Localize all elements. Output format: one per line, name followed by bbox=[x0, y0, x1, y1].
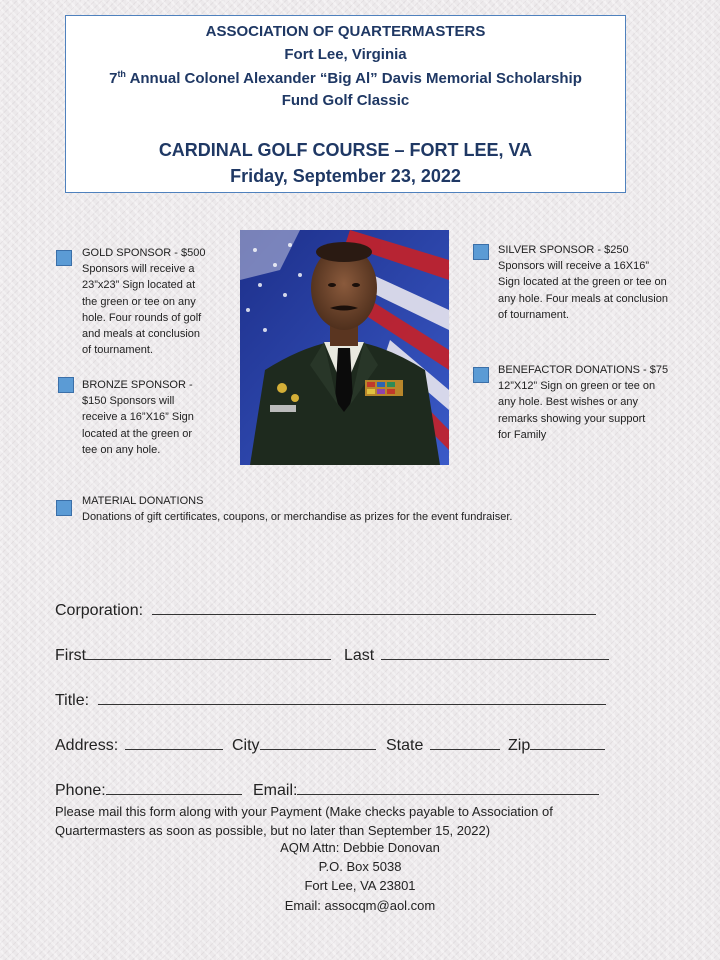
gold-sponsor-desc: 23”x23” Sign located at bbox=[82, 279, 196, 292]
mailing-instructions bbox=[55, 802, 695, 840]
event-venue: CARDINAL GOLF COURSE – FORT LEE, VA bbox=[158, 140, 533, 160]
last-name-field[interactable] bbox=[344, 645, 609, 665]
silver-sponsor-title: SILVER SPONSOR - $250 bbox=[498, 244, 629, 256]
corporation-input-line[interactable] bbox=[152, 600, 596, 615]
event-header bbox=[65, 15, 626, 193]
gold-sponsor-desc: and meals at conclusion bbox=[82, 328, 201, 341]
state-input-line[interactable] bbox=[430, 735, 500, 750]
bronze-sponsor-desc: receive a 16”X16” Sign bbox=[82, 411, 194, 424]
gold-sponsor-checkbox[interactable] bbox=[56, 250, 72, 266]
zip-label: Zip bbox=[508, 737, 531, 754]
phone-field[interactable] bbox=[55, 780, 242, 800]
title-field[interactable] bbox=[55, 690, 606, 710]
mailing-instructions-line2: Quartermasters as soon as possible, but no later than September 15, 2022) bbox=[55, 823, 491, 838]
mailing-po-box: P.O. Box 5038 bbox=[318, 859, 402, 874]
silver-sponsor-desc: Sign located at the green or tee on bbox=[498, 276, 667, 289]
material-donation-desc: Donations of gift certificates, coupons, or merchandise as prizes for the event fundraiser. bbox=[82, 511, 513, 524]
gold-sponsor-desc: of tournament. bbox=[82, 344, 153, 357]
bronze-sponsor-title: BRONZE SPONSOR - bbox=[82, 379, 193, 391]
city-label: City bbox=[232, 737, 260, 754]
mailing-email: Email: assocqm@aol.com bbox=[284, 898, 436, 913]
benefactor-donation-title: BENEFACTOR DONATIONS - $75 bbox=[498, 364, 669, 376]
event-ordinal-suffix: th bbox=[117, 69, 126, 79]
zip-field[interactable] bbox=[508, 735, 605, 755]
state-label: State bbox=[386, 737, 424, 754]
mailing-attn: AQM Attn: Debbie Donovan bbox=[280, 840, 440, 855]
bronze-sponsor-desc: located at the green or bbox=[82, 427, 193, 440]
last-name-label: Last bbox=[344, 647, 375, 664]
benefactor-donation-text bbox=[498, 362, 698, 443]
event-ordinal: 7 bbox=[109, 70, 118, 87]
material-donation-title: MATERIAL DONATIONS bbox=[82, 495, 204, 507]
email-input-line[interactable] bbox=[297, 780, 599, 795]
corporation-field[interactable] bbox=[55, 600, 596, 620]
phone-label: Phone: bbox=[55, 782, 106, 799]
phone-input-line[interactable] bbox=[106, 780, 242, 795]
address-input-line[interactable] bbox=[125, 735, 223, 750]
event-title-text: Annual Colonel Alexander “Big Al” Davis Memorial Scholarship bbox=[129, 70, 582, 87]
bronze-sponsor-checkbox[interactable] bbox=[58, 377, 74, 393]
bronze-sponsor-text bbox=[82, 377, 232, 458]
benefactor-donation-desc: 12”X12” Sign on green or tee on bbox=[498, 380, 656, 393]
silver-sponsor-checkbox[interactable] bbox=[473, 244, 489, 260]
state-field[interactable] bbox=[386, 735, 500, 755]
benefactor-donation-desc: for Family bbox=[498, 428, 547, 441]
title-input-line[interactable] bbox=[98, 690, 606, 705]
silver-sponsor-text bbox=[498, 242, 708, 323]
address-label: Address: bbox=[55, 737, 119, 754]
silver-sponsor-desc: of tournament. bbox=[498, 308, 569, 321]
corporation-label: Corporation: bbox=[55, 602, 144, 619]
email-field[interactable] bbox=[253, 780, 599, 800]
email-label: Email: bbox=[253, 782, 298, 799]
gold-sponsor-text bbox=[82, 245, 252, 358]
material-donation-text bbox=[82, 493, 702, 525]
gold-sponsor-desc: Sponsors will receive a bbox=[82, 263, 195, 276]
bronze-sponsor-desc: tee on any hole. bbox=[82, 443, 161, 456]
material-donation-checkbox[interactable] bbox=[56, 500, 72, 516]
address-field[interactable] bbox=[55, 735, 223, 755]
org-name: ASSOCIATION OF QUARTERMASTERS bbox=[205, 23, 486, 40]
gold-sponsor-title: GOLD SPONSOR - $500 bbox=[82, 247, 206, 259]
last-name-input-line[interactable] bbox=[381, 645, 609, 660]
event-title bbox=[66, 69, 625, 87]
gold-sponsor-desc: hole. Four rounds of golf bbox=[82, 311, 202, 324]
silver-sponsor-desc: Sponsors will receive a 16X16” bbox=[498, 260, 650, 273]
event-date: Friday, September 23, 2022 bbox=[230, 166, 461, 186]
title-label: Title: bbox=[55, 692, 90, 709]
silver-sponsor-desc: any hole. Four meals at conclusion bbox=[498, 292, 668, 305]
benefactor-donation-desc: remarks showing your support bbox=[498, 412, 646, 425]
city-input-line[interactable] bbox=[260, 735, 376, 750]
bronze-sponsor-desc: $150 Sponsors will bbox=[82, 395, 175, 408]
gold-sponsor-desc: the green or tee on any bbox=[82, 295, 196, 308]
mailing-instructions-line1: Please mail this form along with your Payment (Make checks payable to Association of bbox=[55, 804, 553, 819]
officer-portrait-photo bbox=[240, 230, 449, 465]
city-field[interactable] bbox=[232, 735, 376, 755]
event-title-line2: Fund Golf Classic bbox=[281, 92, 410, 109]
zip-input-line[interactable] bbox=[530, 735, 605, 750]
first-name-input-line[interactable] bbox=[86, 645, 331, 660]
org-location: Fort Lee, Virginia bbox=[284, 46, 407, 63]
benefactor-donation-desc: any hole. Best wishes or any bbox=[498, 396, 639, 409]
first-name-field[interactable] bbox=[55, 645, 331, 665]
first-name-label: First bbox=[55, 647, 87, 664]
mailing-city: Fort Lee, VA 23801 bbox=[304, 878, 416, 893]
benefactor-donation-checkbox[interactable] bbox=[473, 367, 489, 383]
